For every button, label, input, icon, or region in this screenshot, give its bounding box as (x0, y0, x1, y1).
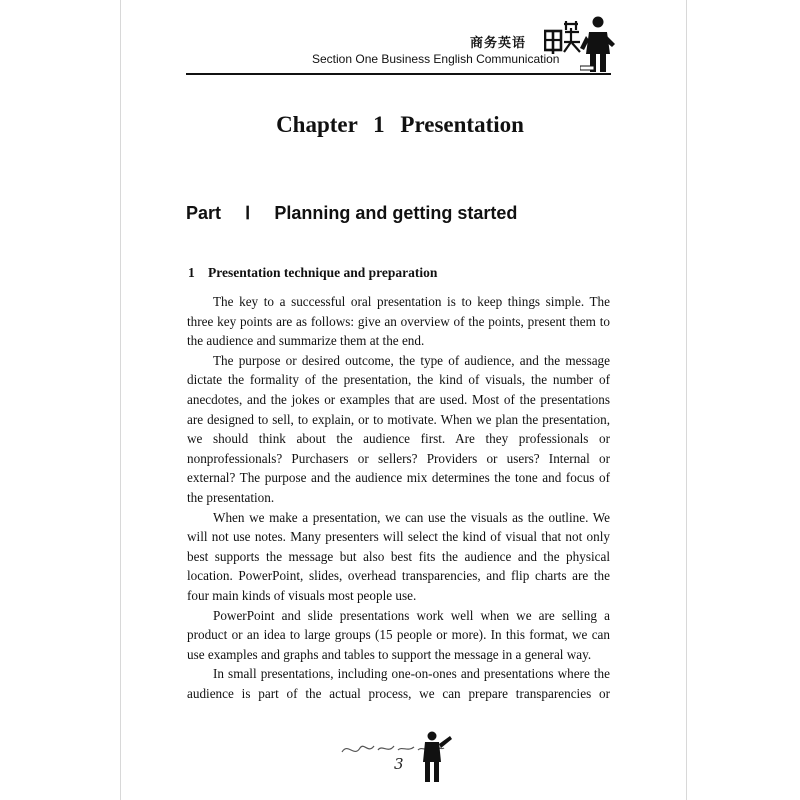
chapter-title: Chapter 1 Presentation (276, 112, 524, 137)
header-rule (186, 73, 611, 75)
header-chinese-title: 商务英语 (470, 36, 527, 51)
section-heading (188, 265, 437, 281)
part-label: Part (186, 203, 222, 223)
body-text (187, 292, 610, 703)
page-number: 3 (394, 755, 404, 773)
paragraph: The key to a successful oral presentation is to keep things simple. The three key points are as follows: give an overview of the points, present them to the audience and summarize them at the end. (187, 294, 610, 349)
businessman-icon (580, 14, 616, 74)
paragraph: PowerPoint and slide presentations work well when we are selling a product or an idea to large groups (15 people or more). In this format, we can use examples and graphs and tables to support the message in a general way. (187, 607, 610, 662)
paragraph: In small presentations, including one-on-ones and presentations where the audience is part of the actual process, we can prepare transparencies or (187, 666, 610, 701)
part-heading (186, 203, 517, 224)
section-number: 1 (188, 265, 195, 280)
header-section-title: Section One Business English Communication (312, 52, 560, 66)
paragraph: The purpose or desired outcome, the type of audience, and the message dictate the formality of the presentation, the kind of visuals, the number of anecdotes, and the jokes or examples that are used. Most of the presentations are designed to sell, to explain, or to motivate. When we plan the presentation, we should think about the audience first. Are they professionals or nonprofessionals? Purchasers or sellers? Providers or users? Internal or external? The purpose and the audience mix determines the tone and focus of the presentation. (187, 352, 610, 505)
footer-decoration-illustration (340, 728, 480, 784)
part-title: Planning and getting started (274, 203, 518, 223)
paragraph: When we make a presentation, we can use the visuals as the outline. We will not use notes. Many presenters will select the kind of visual that not only best supports the message but also best fits the audience and the physical location. PowerPoint, slides, overhead transparencies, and flip charts are the four main kinds of visuals most people use. (187, 509, 610, 603)
section-title: Presentation technique and preparation (208, 265, 438, 280)
part-numeral: Ⅰ (245, 203, 251, 223)
